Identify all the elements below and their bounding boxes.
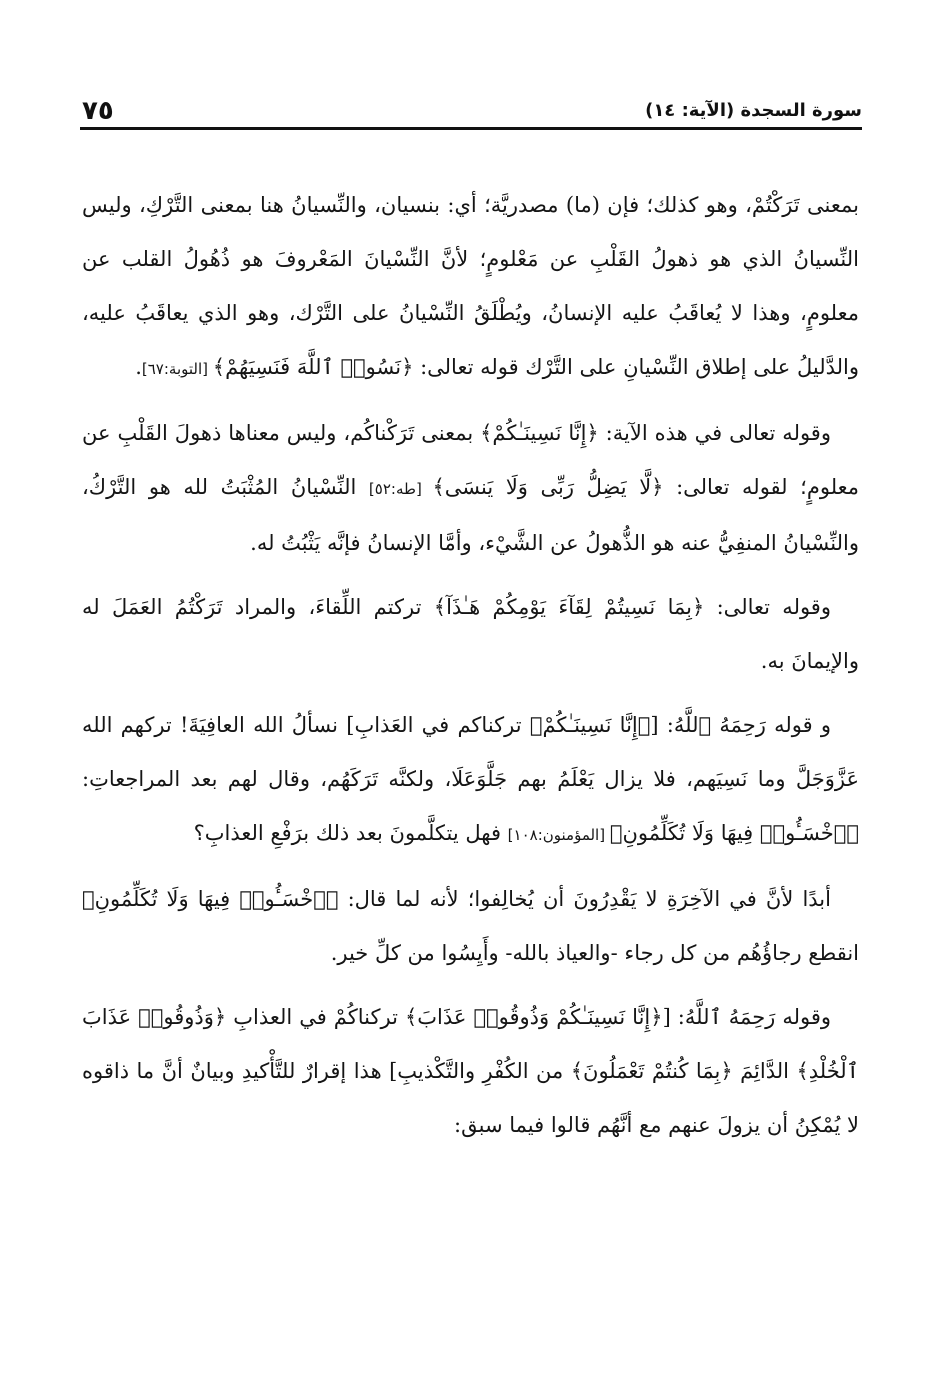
quran-quote: ﴿إِنَّا نَسِينَـٰكُمْ﴾ xyxy=(480,421,599,445)
text-segment: و قوله رَحِمَهُ ٱللَّهُ: [ xyxy=(650,713,832,737)
quran-quote: ﴿لَّا يَضِلُّ رَبِّى وَلَا يَنسَى﴾ xyxy=(432,475,664,499)
text-segment: الدَّائِمَ xyxy=(732,1059,797,1083)
quran-quote: ﴿وَذُوقُوا۟ عَذَابَ ٱلْخُلْدِ﴾ xyxy=(75,1005,859,1083)
text-segment: تركناكُمْ في العذابِ xyxy=(226,1005,405,1029)
running-title: سورة السجدة (الآية: ١٤) xyxy=(645,100,862,121)
quran-quote: ﴿إِنَّا نَسِينَـٰكُمْ﴾ xyxy=(529,713,651,737)
text-segment: من الكُفْرِ والتَّكْذيبِ] هذا إقرارٌ للتَّأْكيدِ وبيانٌ أنَّ ما ذاقوه لا يُمْكِنُ أن يزولَ عنهم مع أنَّهُم قالوا فيما سبق: xyxy=(75,1059,859,1137)
text-segment: بمعنى تَرَكْتُمْ، وهو كذلك؛ فإن (ما) مصدريَّة؛ أي: بنسيان، والنِّسيانُ هنا بمعنى التَّرْكِ، وليس النِّسيانُ الذي هو ذهولُ القَلْبِ عن مَعْلومٍ؛ لأنَّ النِّسْيانَ المَعْروفَ هو ذُهُولُ القلب عن معلومٍ، وهذا لا يُعاقَبُ عليه الإنسانُ، ويُطْلَقُ النِّسْيانُ على التَّرْك، وهو الذي يعاقَبُ عليه، والدَّليلُ على إطلاق النِّسْيانِ على التَّرْك قوله تعالى: xyxy=(75,193,859,379)
paragraph xyxy=(75,178,859,396)
text-segment: . xyxy=(135,355,142,379)
verse-reference: [طه:٥٢] xyxy=(368,480,433,498)
text-segment: تركناكم في العَذابِ] نسألُ الله العافِيَةَ! تركهم الله عَزَّوَجَلَّ وما نَسِيَهم، فلا يزال يَعْلَمُ بهم جَلَّوَعَلَا، ولكنَّه تَرَكَهُم، وقال لهم بعد المراجعاتِ: xyxy=(75,713,859,791)
text-segment: تركتم اللِّقاءَ، والمراد تَرَكْتُمُ العَمَلَ له والإيمانَ به. xyxy=(75,595,859,673)
text-segment: النِّسْيانُ المُثْبَتُ لله هو التَّرْكُ، والنِّسْيانُ المنفِيُّ عنه هو الذُّهولُ عن الشَّيْء، وأمَّا الإنسانُ فإنَّه يَثْبُتُ له. xyxy=(75,475,859,555)
paragraph xyxy=(75,872,859,980)
text-segment: أبدًا لأنَّ في الآخِرَةِ لا يَقْدِرُونَ أن يُخالِفوا؛ لأنه لما قال: xyxy=(338,887,831,911)
paragraph xyxy=(75,406,860,570)
text-segment: وقوله رَحِمَهُ ٱللَّهُ: [ xyxy=(662,1005,832,1029)
text-segment: فهل يتكلَّمونَ بعد ذلك برَفْعِ العذابِ؟ xyxy=(193,821,508,845)
paragraph xyxy=(75,698,859,862)
header-rule xyxy=(80,127,862,130)
paragraph xyxy=(75,990,859,1152)
text-segment: بمعنى تَرَكْناكُم، وليس معناها ذهولَ القَلْبِ عن معلومٍ؛ لقوله تعالى: xyxy=(75,421,860,499)
quran-quote: ﴿بِمَا نَسِيتُمْ لِقَآءَ يَوْمِكُمْ هَـٰذَآ﴾ xyxy=(433,595,705,619)
verse-reference: [التوبة:٦٧] xyxy=(141,360,213,378)
paragraph xyxy=(75,580,859,688)
text-segment: وقوله تعالى: xyxy=(704,595,831,619)
text-segment: وقوله تعالى في هذه الآية: xyxy=(598,421,831,445)
quran-quote: ﴿ٱخْسَـُٔوا۟ فِيهَا وَلَا تُكَلِّمُونِ﴾ xyxy=(609,821,859,845)
quran-quote: ﴿نَسُوا۟ ٱللَّهَ فَنَسِيَهُمْ﴾ xyxy=(212,355,414,379)
page-body xyxy=(75,178,860,1162)
page-header xyxy=(80,96,862,130)
text-segment: انقطع رجاؤُهُم من كل رجاء -والعياذ بالله- وأَيِسُوا من كلِّ خير. xyxy=(75,887,859,965)
page-number: ٧٥ xyxy=(82,96,114,126)
verse-reference: [المؤمنون:١٠٨] xyxy=(507,826,610,844)
quran-quote: ﴿ٱخْسَـُٔوا۟ فِيهَا وَلَا تُكَلِّمُونِ﴾ xyxy=(82,887,339,911)
quran-quote: ﴿إِنَّا نَسِينَـٰكُمْ وَذُوقُوا۟ عَذَابَ﴾ xyxy=(404,1005,663,1029)
quran-quote: ﴿بِمَا كُنتُمْ تَعْمَلُونَ﴾ xyxy=(570,1059,733,1083)
